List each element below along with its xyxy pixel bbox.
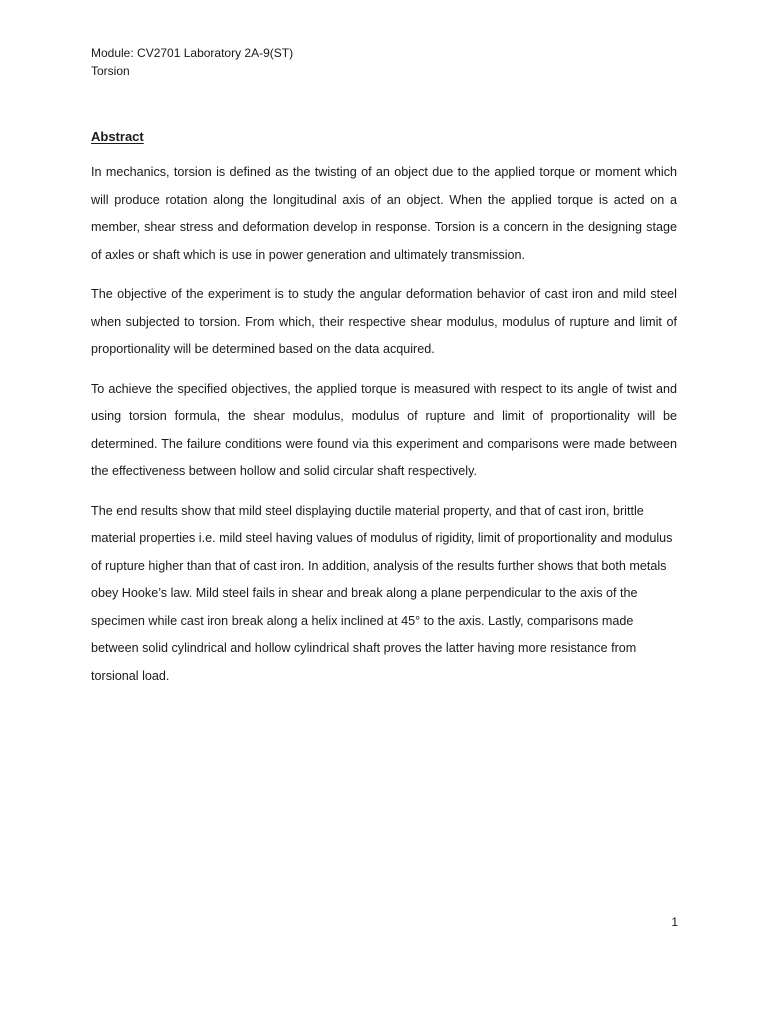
document-header [91, 44, 293, 80]
abstract-body [91, 159, 677, 702]
paragraph-intro: In mechanics, torsion is defined as the twisting of an object due to the applied torque or moment which will produce rotation along the longitudinal axis of an object. When the applied torque is acted on a member, shear stress and deformation develop in response. Torsion is a concern in the designing stage of axles or shaft which is use in power generation and ultimately transmission. [91, 165, 677, 262]
paragraph-method: To achieve the specified objectives, the applied torque is measured with respect to its angle of twist and using torsion formula, the shear modulus, modulus of rupture and limit of proportionality will be determined. The failure conditions were found via this experiment and comparisons were made between the effectiveness between hollow and solid circular shaft respectively. [91, 381, 677, 478]
section-title: Abstract [91, 129, 144, 144]
paragraph-results: The end results show that mild steel displaying ductile material property, and that of cast iron, brittle material properties i.e. mild steel having values of modulus of rigidity, limit of proportionality and modulus of rupture higher than that of cast iron. In addition, analysis of the results further shows that both metals obey Hooke’s law. Mild steel fails in shear and break along a plane perpendicular to the axis of the specimen while cast iron break along a helix inclined at 45° to the axis. Lastly, comparisons made between solid cylindrical and hollow cylindrical shaft proves the latter having more resistance from torsional load. [91, 503, 673, 683]
topic-line: Torsion [91, 64, 130, 78]
module-line: Module: CV2701 Laboratory 2A-9(ST) [91, 46, 294, 60]
page-number: 1 [671, 915, 678, 929]
paragraph-objective: The objective of the experiment is to study the angular deformation behavior of cast iron and mild steel when subjected to torsion. From which, their respective shear modulus, modulus of rupture and limit of proportionality will be determined based on the data acquired. [91, 287, 677, 356]
